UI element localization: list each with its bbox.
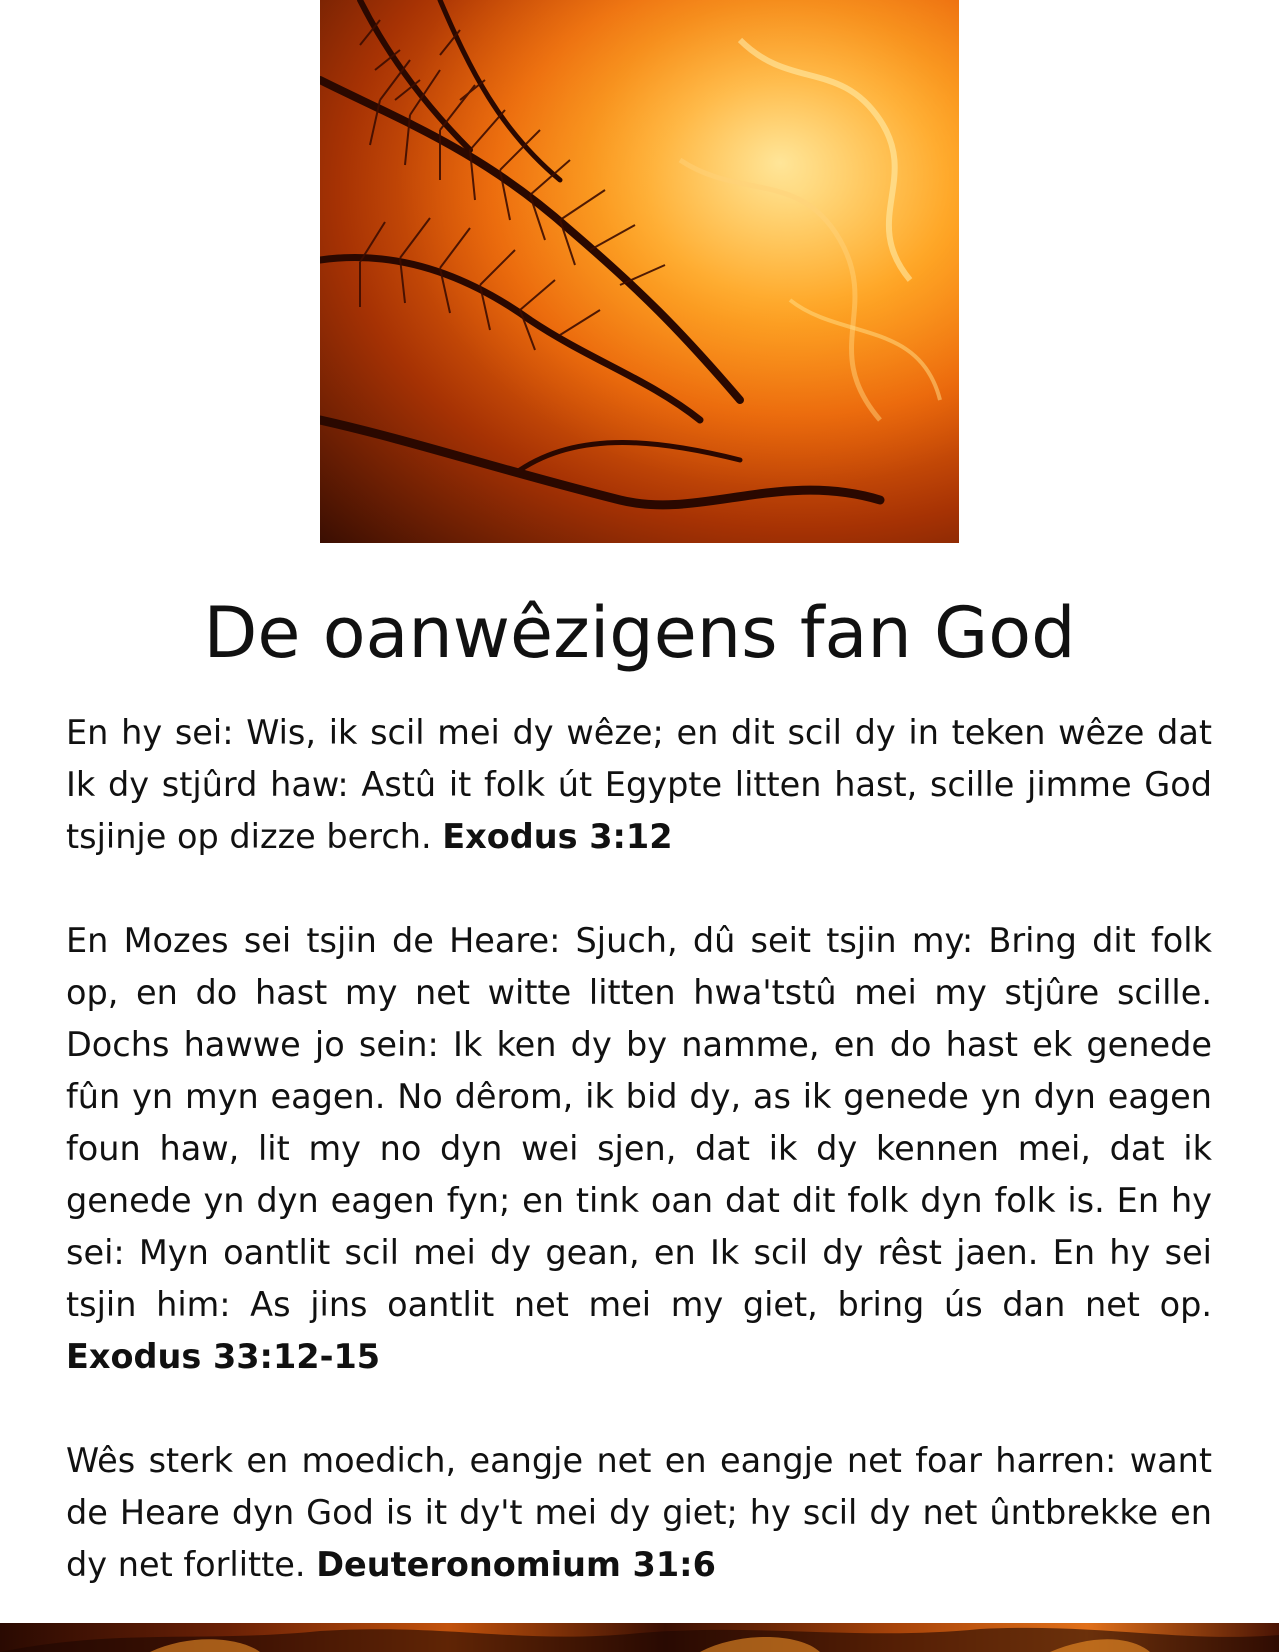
verse-text: En hy sei: Wis, ik scil mei dy wêze; en dit scil dy in teken wêze dat Ik dy stjûrd haw: Astû it folk út Egypte litten hast, scille jimme God tsjinje op dizze berch. — [66, 713, 1212, 856]
verse-paragraph — [66, 707, 1212, 863]
verse-reference: Exodus 33:12-15 — [66, 1337, 381, 1376]
verse-paragraph — [66, 915, 1212, 1383]
verse-reference: Deuteronomium 31:6 — [316, 1545, 716, 1584]
verse-text: Wês sterk en moedich, eangje net en eangje net foar harren: want de Heare dyn God is it dy't mei dy giet; hy scil dy net ûntbrekke en dy net forlitte. — [66, 1441, 1212, 1584]
fire-branches-image — [320, 0, 959, 543]
fire-strip-icon — [0, 1623, 1279, 1652]
fire-branches-icon — [320, 0, 959, 543]
fire-strip-image — [0, 1623, 1279, 1652]
verse-list — [66, 707, 1212, 1643]
verse-text: En Mozes sei tsjin de Heare: Sjuch, dû seit tsjin my: Bring dit folk op, en do hast my net witte litten hwa'tstû mei my stjûre scille. Dochs hawwe jo sein: Ik ken dy by namme, en do hast ek genede fûn yn myn eagen. No dêrom, ik bid dy, as ik genede yn dyn eagen foun haw, lit my no dyn wei sjen, dat ik dy kennen mei, dat ik genede yn dyn eagen fyn; en tink oan dat dit folk dyn folk is. En hy sei: Myn oantlit scil mei dy gean, en Ik scil dy rêst jaen. En hy sei tsjin him: As jins oantlit net mei my giet, bring ús dan net op. — [66, 921, 1212, 1324]
page-title: De oanwêzigens fan God — [203, 592, 1076, 674]
verse-paragraph — [66, 1435, 1212, 1591]
verse-reference: Exodus 3:12 — [442, 817, 673, 856]
